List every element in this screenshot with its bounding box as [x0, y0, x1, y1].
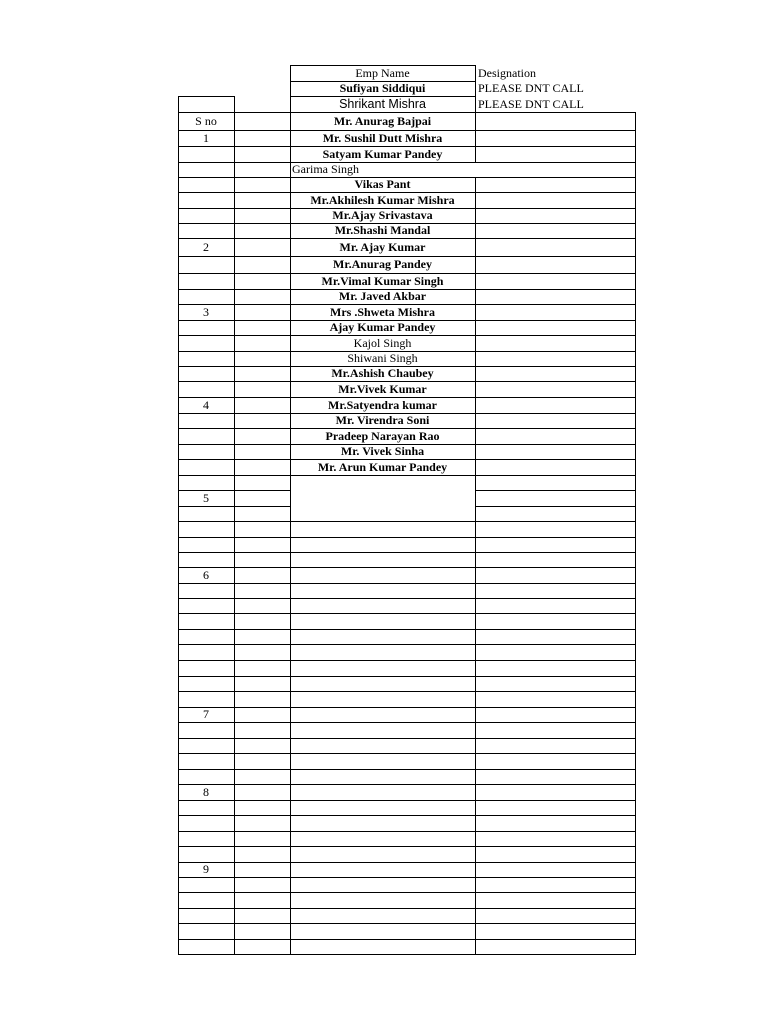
sno-cell: 3 [203, 305, 209, 319]
row-border [178, 784, 636, 785]
employee-name: Mr.Vivek Kumar [338, 382, 427, 396]
sno-header: S no [195, 114, 217, 128]
employee-name: Mr.Vimal Kumar Singh [321, 274, 444, 288]
employee-name: Mr. Anurag Bajpai [333, 114, 432, 128]
col-border-left [178, 96, 179, 113]
employee-name: Kajol Singh [353, 336, 412, 350]
row-border [178, 769, 636, 770]
emp-name-header: Emp Name [355, 66, 410, 80]
row-border [178, 954, 636, 955]
row-border [178, 939, 636, 940]
row-border [178, 862, 636, 863]
sno-cell: 5 [203, 491, 209, 505]
row-border [178, 660, 636, 661]
row-border [178, 738, 636, 739]
row-border [178, 676, 636, 677]
employee-name: Mr. Javed Akbar [338, 289, 427, 303]
sno-cell: 4 [203, 398, 209, 412]
row-border [178, 521, 636, 522]
employee-name: Shiwani Singh [347, 351, 418, 365]
top-row-name: Sufiyan Siddiqui [339, 81, 426, 95]
row-border [178, 238, 636, 239]
col-border-left [178, 112, 179, 955]
sno-header-top-border [178, 96, 235, 97]
employee-name: Mr. Virendra Soni [335, 413, 430, 427]
row-border [178, 800, 636, 801]
employee-name: Vikas Pant [354, 177, 411, 191]
col-border-d [475, 177, 476, 955]
row-border [178, 506, 291, 507]
row-border [178, 567, 636, 568]
employee-name: Ajay Kumar Pandey [329, 320, 436, 334]
row-border [178, 722, 636, 723]
sno-cell: 7 [203, 707, 209, 721]
row-border [178, 815, 636, 816]
row-border [475, 506, 636, 507]
row-border [178, 552, 636, 553]
employee-name: Mr.Ajay Srivastava [332, 208, 433, 222]
row-border [178, 613, 636, 614]
employee-name: Mrs .Shweta Mishra [330, 305, 435, 319]
sno-cell: 2 [203, 240, 209, 254]
row-border [178, 691, 636, 692]
row-border [178, 629, 636, 630]
employee-name: Pradeep Narayan Rao [325, 429, 440, 443]
col-border-right [635, 112, 636, 955]
row-border [178, 537, 636, 538]
row-border [178, 908, 636, 909]
employee-name: Mr.Anurag Pandey [333, 257, 432, 271]
col-border-b [234, 112, 235, 955]
employee-name: Mr. Sushil Dutt Mishra [322, 131, 443, 145]
row-border [178, 923, 636, 924]
top-row-designation: PLEASE DNT CALL [478, 97, 584, 111]
employee-name: Garima Singh [292, 162, 359, 176]
employee-name: Mr. Ajay Kumar [339, 240, 426, 254]
employee-name: Mr.Akhilesh Kumar Mishra [310, 193, 455, 207]
employee-name: Mr.Ashish Chaubey [331, 366, 434, 380]
employee-name: Mr. Vivek Sinha [340, 444, 425, 458]
row-border [178, 644, 636, 645]
sno-cell: 6 [203, 568, 209, 582]
row-border [178, 475, 636, 476]
row-border [178, 877, 636, 878]
sno-cell: 1 [203, 131, 209, 145]
col-border-c [290, 112, 291, 955]
top-row-designation: PLEASE DNT CALL [478, 81, 584, 95]
row-border [178, 598, 636, 599]
row-border [178, 846, 636, 847]
row-border [178, 753, 636, 754]
sno-cell: 9 [203, 862, 209, 876]
sno-header-top-border [178, 112, 636, 113]
row-border [475, 490, 636, 491]
row-border [178, 583, 636, 584]
employee-name: Mr.Satyendra kumar [328, 398, 437, 412]
row-border [178, 892, 636, 893]
sno-cell: 8 [203, 785, 209, 799]
employee-name: Satyam Kumar Pandey [322, 147, 443, 161]
row-border [178, 707, 636, 708]
designation-header: Designation [478, 66, 536, 80]
col-border-b [234, 96, 235, 113]
employee-name: Mr.Shashi Mandal [334, 223, 431, 237]
row-border [178, 831, 636, 832]
employee-name: Mr. Arun Kumar Pandey [317, 460, 448, 474]
top-row-name: Shrikant Mishra [339, 97, 426, 111]
col-border-d [475, 112, 476, 163]
